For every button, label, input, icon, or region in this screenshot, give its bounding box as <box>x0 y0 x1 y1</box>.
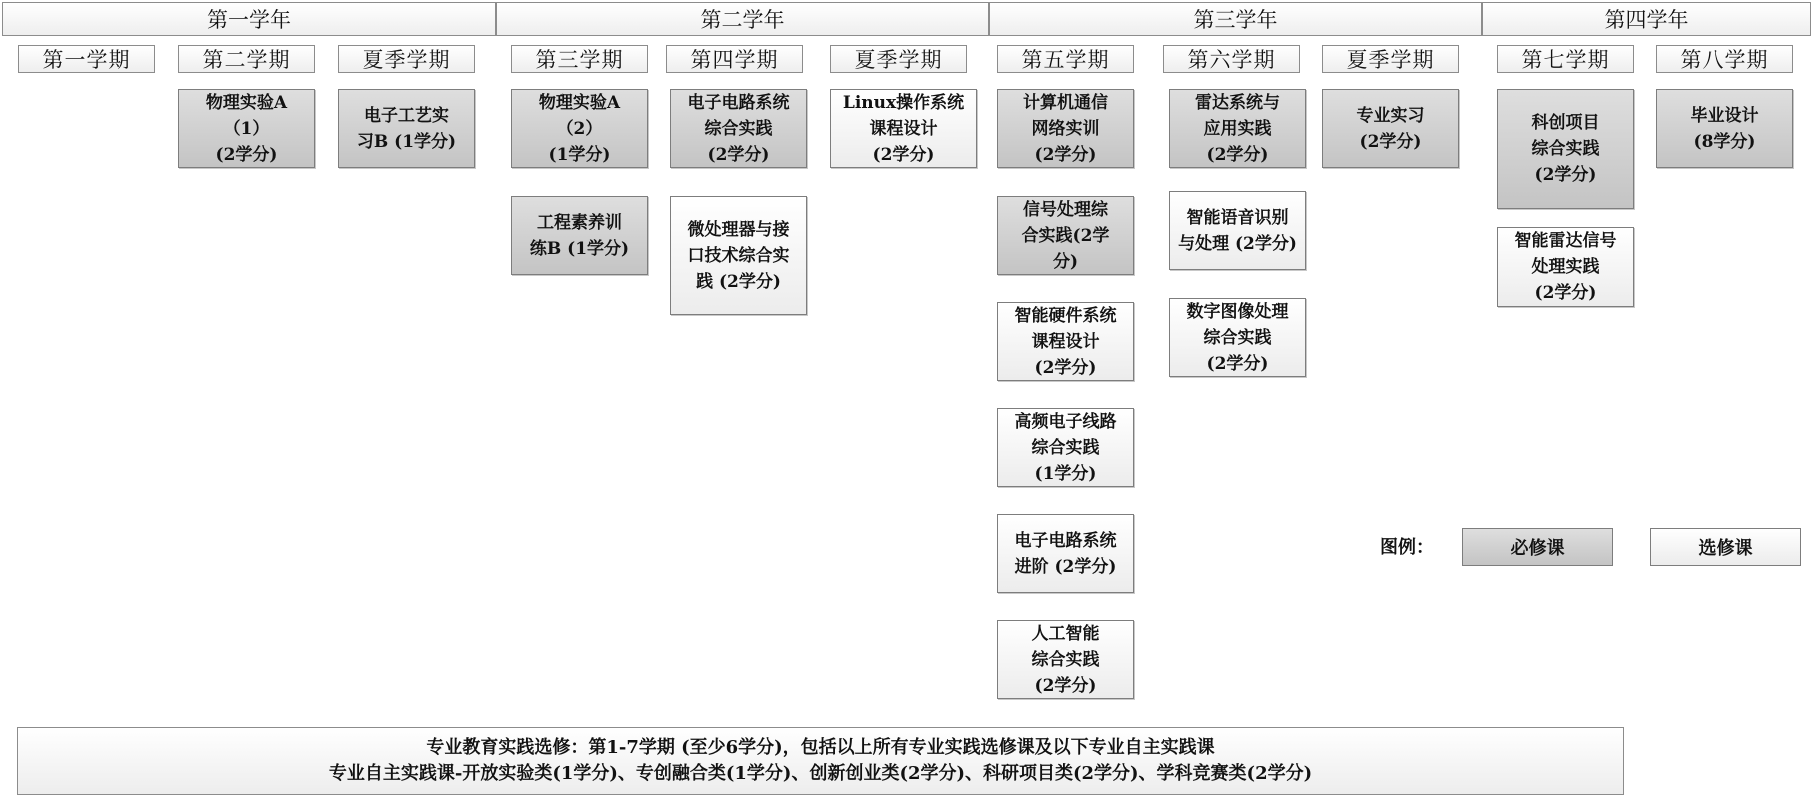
course-smart-hardware-design: 智能硬件系统 课程设计 (2学分) <box>997 302 1134 381</box>
course-hf-electronic-circuits: 高频电子线路 综合实践 (1学分) <box>997 408 1134 487</box>
semester-header-summer-1: 夏季学期 <box>338 45 475 73</box>
semester-header-6: 第六学期 <box>1163 45 1300 73</box>
course-circuit-system-advanced: 电子电路系统 进阶 (2学分) <box>997 514 1134 593</box>
course-professional-internship: 专业实习 (2学分) <box>1322 89 1459 168</box>
course-computer-network-training: 计算机通信 网络实训 (2学分) <box>997 89 1134 168</box>
legend-required: 必修课 <box>1462 528 1613 566</box>
course-circuit-system-practice: 电子电路系统 综合实践 (2学分) <box>670 89 807 168</box>
course-radar-system-practice: 雷达系统与 应用实践 (2学分) <box>1169 89 1306 168</box>
footer-line-2: 专业自主实践课-开放实验类(1学分)、专创融合类(1学分)、创新创业类(2学分)、科研项目类(2学分)、学科竞赛类(2学分) <box>328 763 1313 784</box>
course-engineering-literacy: 工程素养训 练B (1学分) <box>511 196 648 275</box>
semester-header-summer-3: 夏季学期 <box>1322 45 1459 73</box>
semester-header-5: 第五学期 <box>997 45 1134 73</box>
year-header-2: 第二学年 <box>496 2 989 36</box>
course-electronic-craft-practice: 电子工艺实 习B (1学分) <box>338 89 475 168</box>
course-smart-radar-signal: 智能雷达信号 处理实践 (2学分) <box>1497 227 1634 307</box>
semester-header-3: 第三学期 <box>511 45 648 73</box>
course-physics-lab-a1: 物理实验A （1） (2学分) <box>178 89 315 168</box>
semester-header-4: 第四学期 <box>666 45 803 73</box>
course-speech-recognition: 智能语音识别 与处理 (2学分) <box>1169 191 1306 270</box>
course-linux-os-design: Linux操作系统 课程设计 (2学分) <box>830 89 977 168</box>
year-header-3: 第三学年 <box>989 2 1482 36</box>
legend-elective: 选修课 <box>1650 528 1801 566</box>
course-innovation-project: 科创项目 综合实践 (2学分) <box>1497 89 1634 209</box>
course-ai-practice: 人工智能 综合实践 (2学分) <box>997 620 1134 699</box>
course-physics-lab-a2: 物理实验A （2） (1学分) <box>511 89 648 168</box>
legend-label: 图例： <box>1380 537 1434 558</box>
footer-line-1: 专业教育实践选修：第1-7学期 (至少6学分)，包括以上所有专业实践选修课及以下专业自主实践课 <box>426 737 1215 758</box>
course-graduation-design: 毕业设计 (8学分) <box>1656 89 1793 168</box>
semester-header-2: 第二学期 <box>178 45 315 73</box>
elective-practice-note <box>17 727 1624 795</box>
semester-header-8: 第八学期 <box>1656 45 1793 73</box>
semester-header-summer-2: 夏季学期 <box>830 45 967 73</box>
course-microprocessor-interface: 微处理器与接 口技术综合实 践 (2学分) <box>670 196 807 315</box>
semester-header-1: 第一学期 <box>18 45 155 73</box>
course-signal-processing-practice: 信号处理综 合实践(2学 分) <box>997 196 1134 275</box>
year-header-4: 第四学年 <box>1482 2 1811 36</box>
year-header-1: 第一学年 <box>2 2 496 36</box>
semester-header-7: 第七学期 <box>1497 45 1634 73</box>
course-image-processing-practice: 数字图像处理 综合实践 (2学分) <box>1169 298 1306 377</box>
